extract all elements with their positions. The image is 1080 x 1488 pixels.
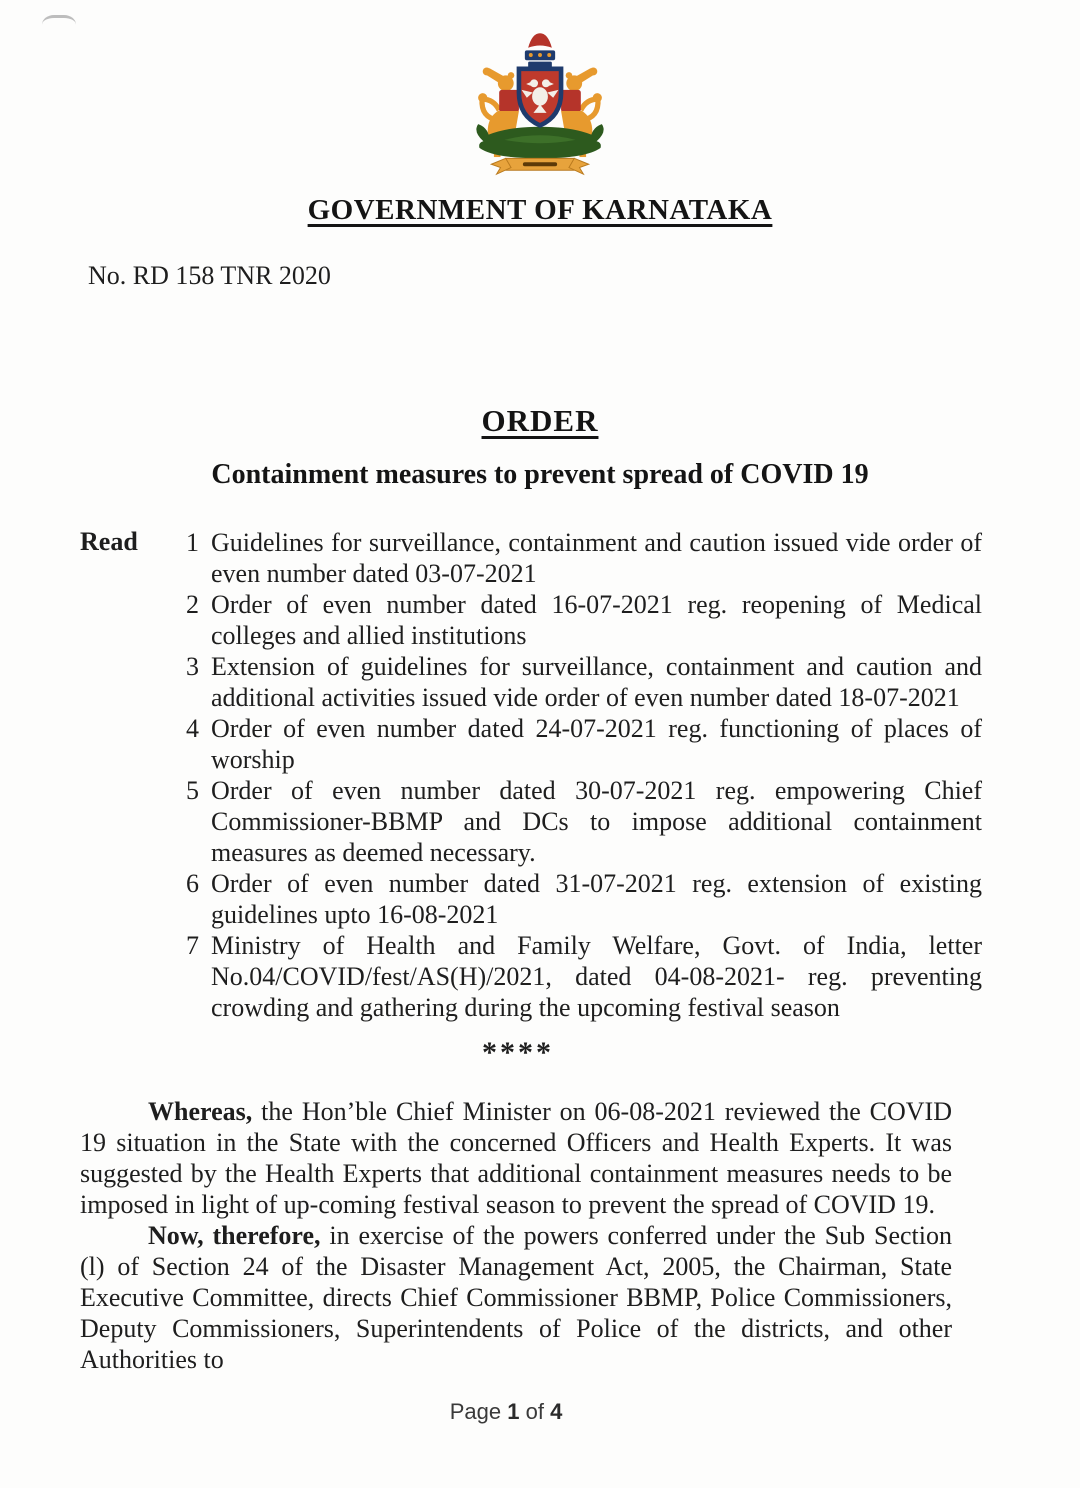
para-text: the Hon’ble Chief Minister on 06-08-2021 reviewed the COVID 19 situation in the State with the concerned Officers and Health Experts. It was suggested by the Health Experts that additional containment measures needs to be imposed in light of up-coming festival season to prevent the spread of COVID 19.	[80, 1097, 952, 1219]
read-item	[184, 651, 982, 713]
reference-number: No. RD 158 TNR 2020	[88, 261, 331, 290]
read-item	[184, 868, 982, 930]
order-subject: Containment measures to prevent spread of COVID 19	[211, 459, 869, 490]
page-footer	[0, 1399, 1046, 1425]
read-label: Read	[80, 527, 138, 556]
document-title: GOVERNMENT OF KARNATAKA	[307, 194, 773, 226]
para-lead: Whereas,	[148, 1097, 253, 1126]
read-item	[184, 527, 982, 589]
footer-page-word: Page	[449, 1399, 502, 1424]
para-lead: Now, therefore,	[148, 1221, 321, 1250]
read-item	[184, 713, 982, 775]
read-item	[184, 589, 982, 651]
read-item-text: Order of even number dated 16-07-2021 reg. reopening of Medical colleges and allied institutions	[211, 590, 982, 650]
read-item-text: Guidelines for surveillance, containment and caution issued vide order of even number dated 03-07-2021	[211, 528, 982, 588]
scan-artifact	[42, 15, 76, 34]
order-body	[80, 1096, 952, 1375]
karnataka-state-emblem-icon	[468, 28, 613, 186]
read-item-number: 3	[186, 652, 199, 681]
footer-of-word: of	[525, 1399, 544, 1424]
order-heading: ORDER	[481, 403, 599, 438]
read-item	[184, 930, 982, 1023]
read-item-text: Order of even number dated 30-07-2021 reg. empowering Chief Commissioner-BBMP and DCs to impose additional containment measures as deemed necessary.	[211, 776, 982, 867]
read-item-number: 7	[186, 931, 199, 960]
read-item-number: 6	[186, 869, 199, 898]
para-now-therefore	[80, 1220, 952, 1375]
read-item-text: Extension of guidelines for surveillance, containment and caution and additional activities issued vide order of even number dated 18-07-2021	[211, 652, 982, 712]
read-item-text: Order of even number dated 31-07-2021 reg. extension of existing guidelines upto 16-08-2021	[211, 869, 982, 929]
para-whereas	[80, 1096, 952, 1220]
section-separator: ****	[482, 1036, 554, 1069]
read-item-text: Order of even number dated 24-07-2021 reg. functioning of places of worship	[211, 714, 982, 774]
para-text: in exercise of the powers conferred under the Sub Section (l) of Section 24 of the Disaster Management Act, 2005, the Chairman, State Executive Committee, directs Chief Commissioner BBMP, Police Commissioners, Deputy Commissioners, Superintendents of Police of the districts, and other Authorities to	[80, 1221, 952, 1374]
read-item-number: 4	[186, 714, 199, 743]
read-item-number: 1	[186, 528, 199, 557]
read-item-number: 2	[186, 590, 199, 619]
footer-total-pages: 4	[550, 1399, 563, 1424]
read-list	[184, 527, 982, 1023]
read-item	[184, 775, 982, 868]
read-item-text: Ministry of Health and Family Welfare, Govt. of India, letter No.04/COVID/fest/AS(H)/2021, dated 04-08-2021- reg. preventing crowding and gathering during the upcoming festival season	[211, 931, 982, 1022]
read-item-number: 5	[186, 776, 199, 805]
footer-page-number: 1	[507, 1399, 520, 1424]
